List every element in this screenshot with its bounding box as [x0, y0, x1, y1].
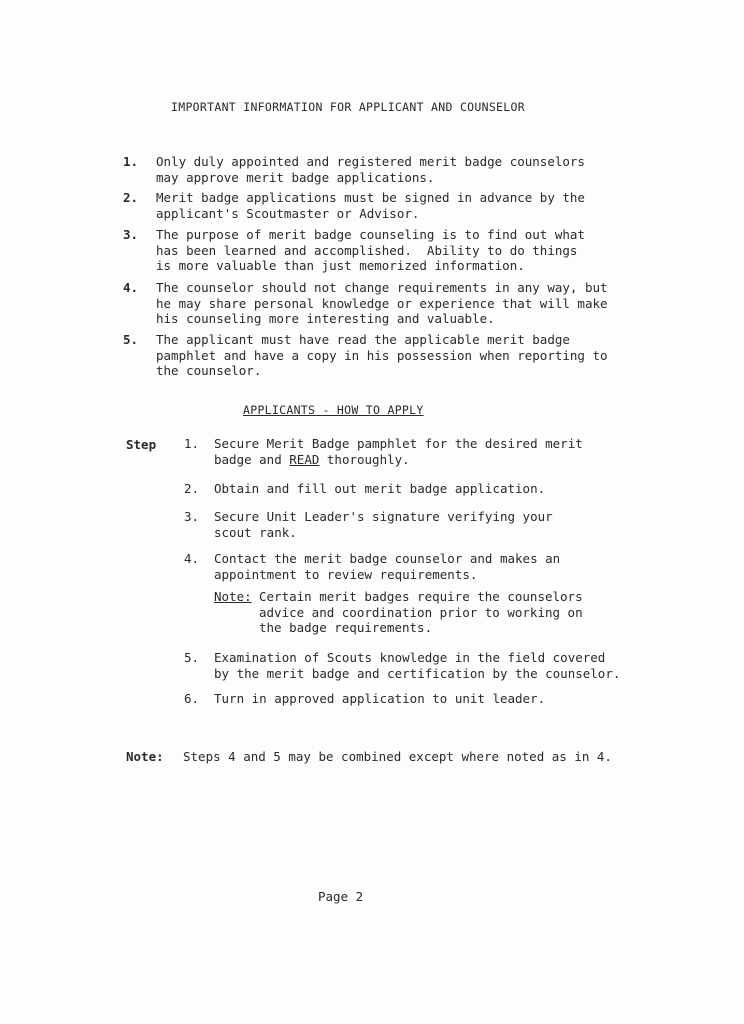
step-2-text: Obtain and fill out merit badge application.	[214, 481, 546, 496]
step-4-text: Contact the merit badge counselor and makes an appointment to review requirements.	[214, 551, 561, 582]
info-item-1-text: Only duly appointed and registered merit badge counselors may approve merit badge applications.	[156, 154, 585, 185]
step-3-number: 3.	[184, 509, 200, 524]
page-number: Page 2	[318, 889, 364, 904]
info-item-4-number: 4.	[123, 280, 139, 295]
footnote-label: Note:	[126, 749, 164, 764]
info-item-2-number: 2.	[123, 190, 139, 205]
section-heading: APPLICANTS - HOW TO APPLY	[243, 403, 424, 417]
step-6-text: Turn in approved application to unit leader.	[214, 691, 546, 706]
info-item-1-number: 1.	[123, 154, 139, 169]
step-1-read-emphasis: READ	[289, 451, 320, 467]
step-1-text-pre: Secure Merit Badge pamphlet for the desired merit badge and	[214, 436, 583, 467]
step-3-text: Secure Unit Leader's signature verifying your scout rank.	[214, 509, 553, 540]
step-1-text	[214, 436, 583, 467]
info-item-3-number: 3.	[123, 227, 139, 242]
info-item-4-text: The counselor should not change requirements in any way, but he may share personal knowledge or experience that will make his counseling more interesting and valuable.	[156, 280, 608, 326]
step-4-number: 4.	[184, 551, 200, 566]
info-item-2-text: Merit badge applications must be signed in advance by the applicant's Scoutmaster or Advisor.	[156, 190, 585, 221]
step-2-number: 2.	[184, 481, 200, 496]
page-title: IMPORTANT INFORMATION FOR APPLICANT AND COUNSELOR	[171, 100, 525, 114]
step-5-text: Examination of Scouts knowledge in the field covered by the merit badge and certification by the counselor.	[214, 650, 621, 681]
footnote-text: Steps 4 and 5 may be combined except where noted as in 4.	[183, 749, 612, 764]
info-item-5-number: 5.	[123, 332, 139, 347]
step-4-note-text: Certain merit badges require the counselors advice and coordination prior to working on the badge requirements.	[259, 589, 583, 635]
step-label: Step	[126, 437, 157, 452]
info-item-3-text: The purpose of merit badge counseling is to find out what has been learned and accomplished. Ability to do things is more valuable than just memorized information.	[156, 227, 585, 273]
info-item-5-text: The applicant must have read the applicable merit badge pamphlet and have a copy in his possession when reporting to the counselor.	[156, 332, 608, 378]
step-1-number: 1.	[184, 436, 200, 451]
step-5-number: 5.	[184, 650, 200, 665]
step-1-text-post: thoroughly.	[319, 451, 410, 467]
step-6-number: 6.	[184, 691, 200, 706]
step-4-note-label: Note:	[214, 589, 252, 604]
